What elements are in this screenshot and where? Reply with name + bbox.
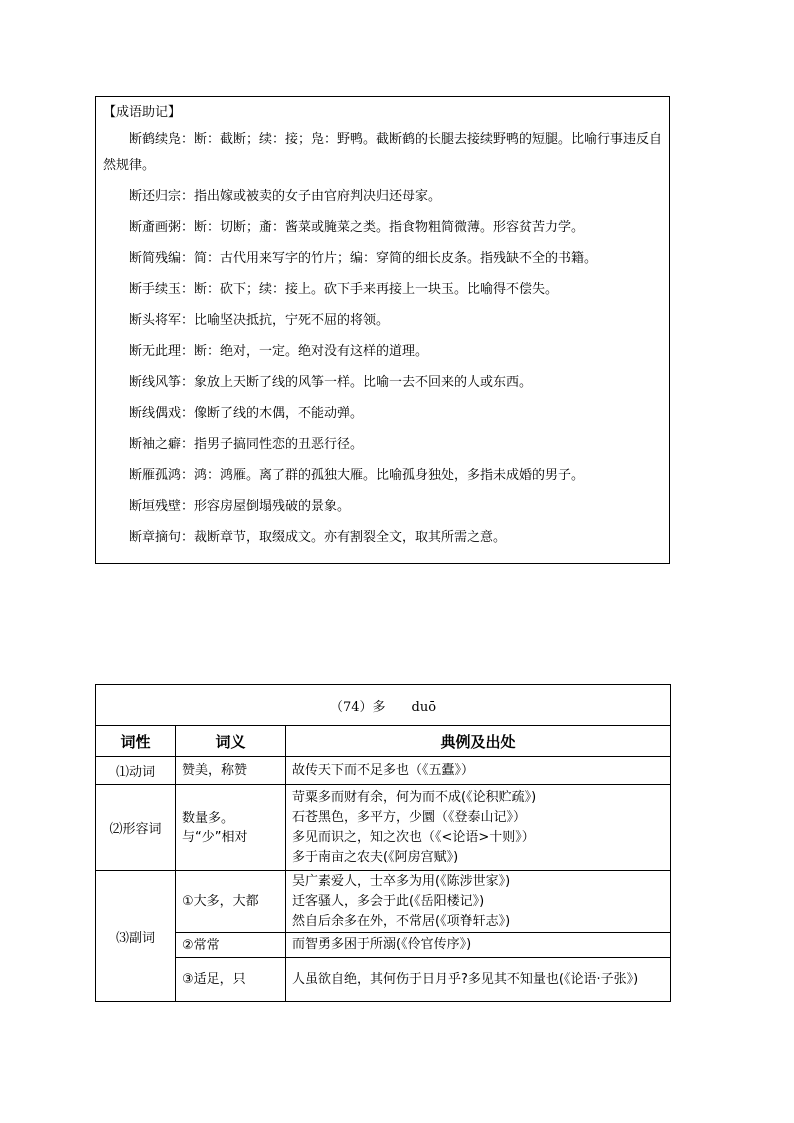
example-line: 迁客骚人，多会于此(《岳阳楼记》) bbox=[292, 893, 485, 909]
idiom-entry: 断头将军：比喻坚决抵抗，宁死不屈的将领。 bbox=[129, 313, 390, 328]
word-title bbox=[96, 685, 671, 726]
meaning-cell: 赞美，称赞 bbox=[176, 757, 286, 785]
idiom-notes-box bbox=[95, 96, 670, 564]
table-row bbox=[96, 958, 671, 1002]
pos-adverb: ⑶副词 bbox=[96, 871, 176, 1002]
table-row bbox=[96, 757, 671, 785]
table-header-row bbox=[96, 726, 671, 757]
examples-cell bbox=[286, 757, 671, 785]
word-title-row bbox=[96, 685, 671, 726]
meaning-cell: ③适足，只 bbox=[176, 958, 286, 1002]
example-line: 人虽欲自绝，其何伤于日月乎?多见其不知量也(《论语·子张》) bbox=[292, 971, 639, 987]
word-entry-table bbox=[95, 684, 671, 1002]
idiom-entry: 断简残编：简：古代用来写字的竹片；编：穿简的细长皮条。指残缺不全的书籍。 bbox=[129, 251, 598, 266]
table-row bbox=[96, 785, 671, 871]
example-line: 石苍黑色，多平方，少圜（《登泰山记》） bbox=[292, 809, 527, 825]
idiom-entry: 断袖之癖：指男子搞同性恋的丑恶行径。 bbox=[129, 437, 364, 452]
examples-cell bbox=[286, 871, 671, 933]
example-line: 然自后余多在外，不常居(《项脊轩志》) bbox=[292, 913, 511, 929]
idiom-entry: 断垣残壁：形容房屋倒塌残破的景象。 bbox=[129, 499, 351, 514]
pos-verb: ⑴动词 bbox=[96, 757, 176, 785]
idiom-entry: 断还归宗：指出嫁或被卖的女子由官府判决归还母家。 bbox=[129, 189, 442, 204]
idiom-entry: 断鹤续凫：断：截断；续：接；凫：野鸭。截断鹤的长腿去接续野鸭的短腿。比喻行事违反自然规律。 bbox=[103, 132, 663, 173]
meaning-cell: ②常常 bbox=[176, 933, 286, 958]
example-line: 多见而识之，知之次也（《<论语>十则》） bbox=[292, 829, 535, 845]
examples-cell bbox=[286, 785, 671, 871]
example-line: 故传天下而不足多也（《五蠹》） bbox=[292, 762, 475, 778]
table-row bbox=[96, 871, 671, 933]
pos-adjective: ⑵形容词 bbox=[96, 785, 176, 871]
idiom-entry: 断齑画粥：断：切断；齑：酱菜或腌菜之类。指食物粗简微薄。形容贫苦力学。 bbox=[129, 220, 585, 235]
meaning-cell: ①大多，大都 bbox=[176, 871, 286, 933]
idiom-entry: 断手续玉：断：砍下；续：接上。砍下手来再接上一块玉。比喻得不偿失。 bbox=[129, 282, 559, 297]
idiom-entry: 断雁孤鸿：鸿：鸿雁。离了群的孤独大雁。比喻孤身独处，多指未成婚的男子。 bbox=[129, 468, 585, 483]
header-examples: 典例及出处 bbox=[286, 726, 671, 757]
table-row bbox=[96, 933, 671, 958]
idiom-entry: 断线偶戏：像断了线的木偶，不能动弹。 bbox=[129, 406, 364, 421]
header-pos: 词性 bbox=[96, 726, 176, 757]
word-pinyin: duō bbox=[411, 699, 437, 715]
header-meaning: 词义 bbox=[176, 726, 286, 757]
idiom-entry: 断线风筝：象放上天断了线的风筝一样。比喻一去不回来的人或东西。 bbox=[129, 375, 533, 390]
example-line: 而智勇多困于所溺(《伶官传序》) bbox=[292, 937, 472, 952]
idiom-entry: 断无此理：断：绝对，一定。绝对没有这样的道理。 bbox=[129, 344, 429, 359]
word-number: （74）多 bbox=[329, 699, 386, 715]
idiom-entry: 断章摘句：裁断章节，取缀成文。亦有割裂全文，取其所需之意。 bbox=[129, 530, 507, 545]
example-line: 吴广素爱人，士卒多为用(《陈涉世家》) bbox=[292, 873, 511, 889]
idiom-notes-title: 【成语助记】 bbox=[103, 105, 182, 120]
meaning-cell: 数量多。与“少”相对 bbox=[176, 785, 286, 871]
example-line: 苛粟多而财有余，何为而不成(《论积贮疏》) bbox=[292, 789, 537, 805]
example-line: 多于南亩之农夫(《阿房宫赋》) bbox=[292, 849, 459, 865]
examples-cell bbox=[286, 958, 671, 1002]
examples-cell bbox=[286, 933, 671, 958]
